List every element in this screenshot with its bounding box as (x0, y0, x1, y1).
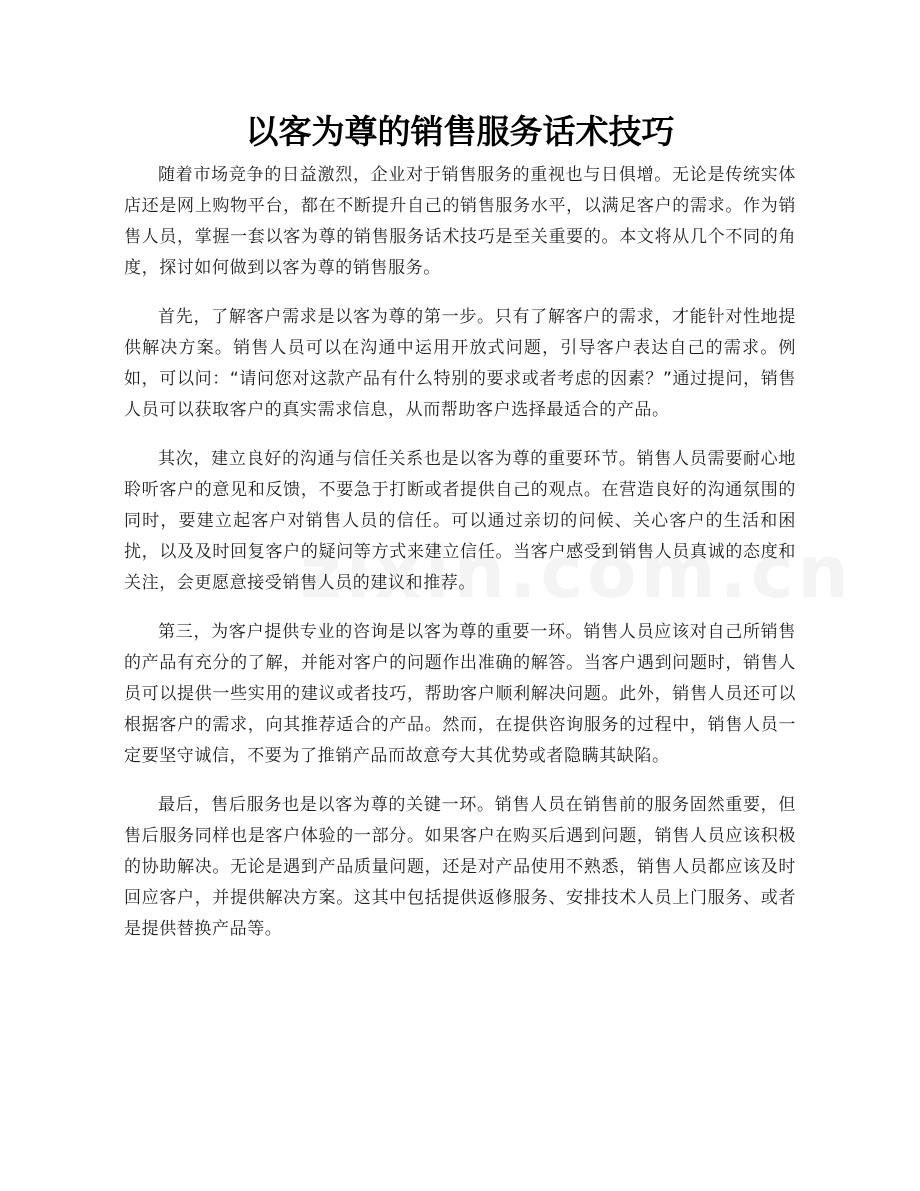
document-title: 以客为尊的销售服务话术技巧 (245, 112, 675, 151)
paragraph-second: 其次，建立良好的沟通与信任关系也是以客为尊的重要环节。销售人员需要耐心地聆听客户的意见和反馈，不要急于打断或者提供自己的观点。在营造良好的沟通氛围的同时，要建立起客户对销售人员的信任。可以通过亲切的问候、关心客户的生活和困扰，以及及时回复客户的疑问等方式来建立信任。当客户感受到销售人员真诚的态度和关注，会更愿意接受销售人员的建议和推荐。 (124, 449, 796, 593)
paragraph-first: 首先，了解客户需求是以客为尊的第一步。只有了解客户的需求，才能针对性地提供解决方案。销售人员可以在沟通中运用开放式问题，引导客户表达自己的需求。例如，可以问：“请问您对这款产品有什么特别的要求或者考虑的因素？”通过提问，销售人员可以获取客户的真实需求信息，从而帮助客户选择最适合的产品。 (124, 307, 796, 420)
paragraph-intro: 随着市场竞争的日益激烈，企业对于销售服务的重视也与日俱增。无论是传统实体店还是网上购物平台，都在不断提升自己的销售服务水平，以满足客户的需求。作为销售人员，掌握一套以客为尊的销售服务话术技巧是至关重要的。本文将从几个不同的角度，探讨如何做到以客为尊的销售服务。 (124, 165, 796, 278)
document-body (124, 160, 796, 963)
paragraph-last: 最后，售后服务也是以客为尊的关键一环。销售人员在销售前的服务固然重要，但售后服务同样也是客户体验的一部分。如果客户在购买后遇到问题，销售人员应该积极的协助解决。无论是遇到产品质量问题，还是对产品使用不熟悉，销售人员都应该及时回应客户，并提供解决方案。这其中包括提供返修服务、安排技术人员上门服务、或者是提供替换产品等。 (124, 795, 796, 939)
paragraph-third: 第三，为客户提供专业的咨询是以客为尊的重要一环。销售人员应该对自己所销售的产品有充分的了解，并能对客户的问题作出准确的解答。当客户遇到问题时，销售人员可以提供一些实用的建议或者技巧，帮助客户顺利解决问题。此外，销售人员还可以根据客户的需求，向其推荐适合的产品。然而，在提供咨询服务的过程中，销售人员一定要坚守诚信，不要为了推销产品而故意夸大其优势或者隐瞒其缺陷。 (124, 622, 796, 766)
